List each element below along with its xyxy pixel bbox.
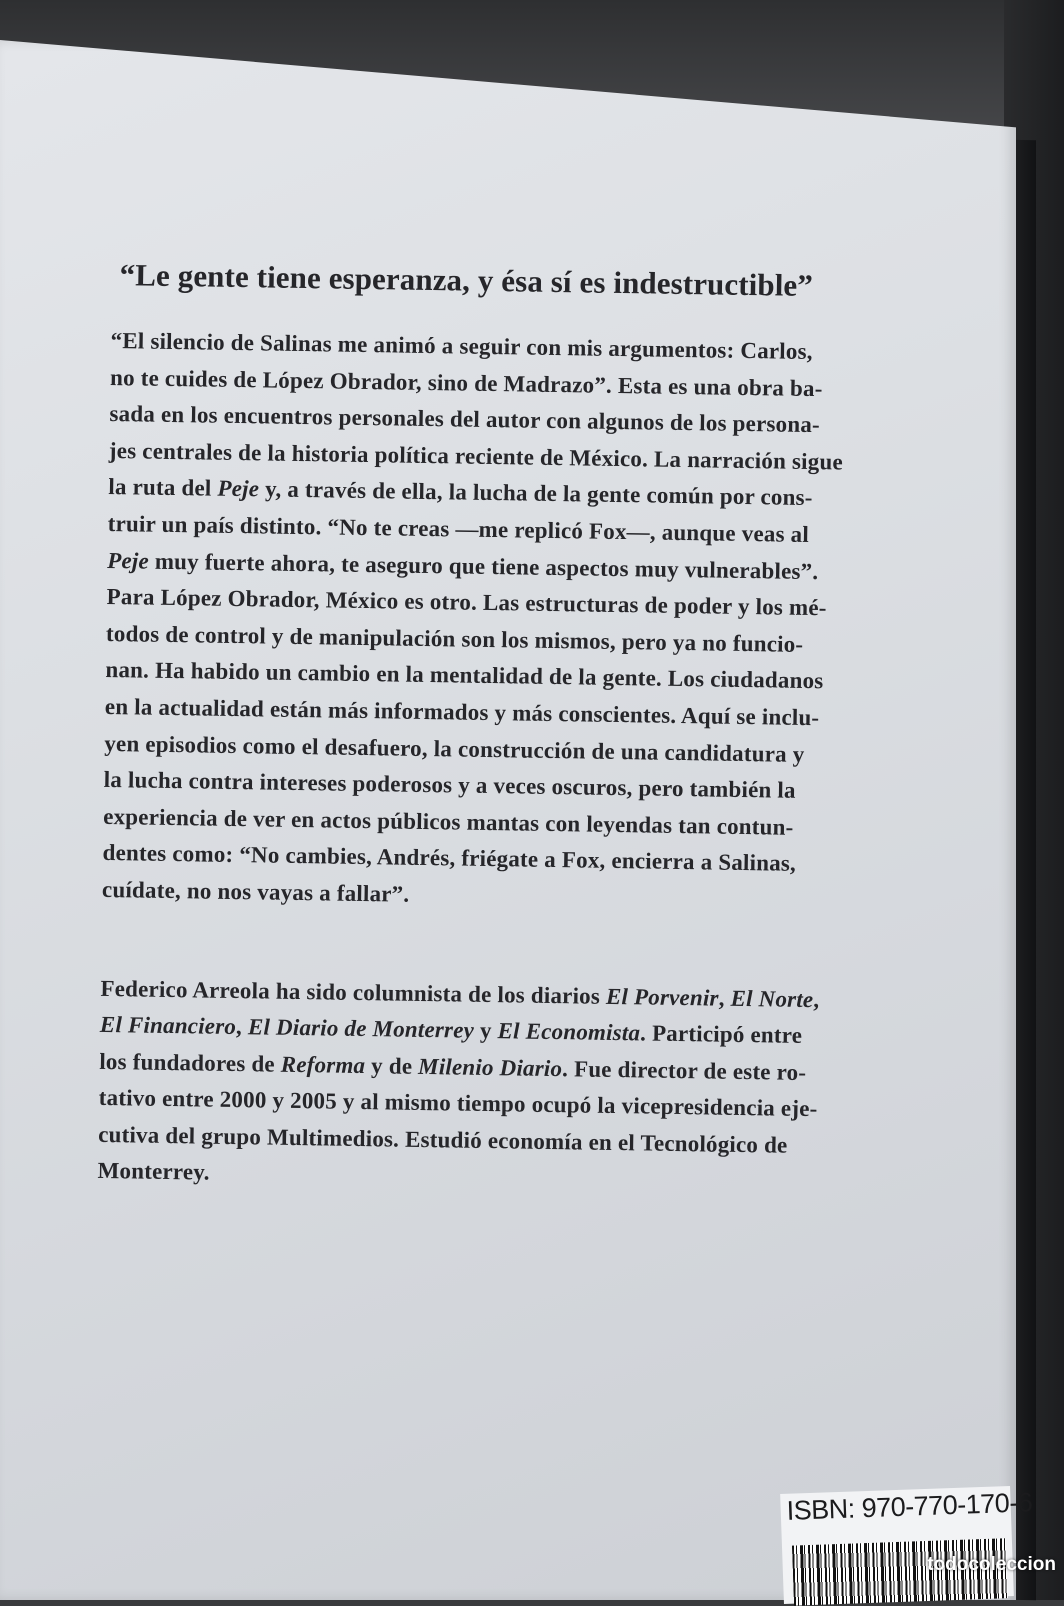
blurb-line: nan. Ha habido un cambio en la mentalidad de la gente. Los ciudadanos: [105, 657, 824, 694]
blurb-line: Peje muy fuerte ahora, te aseguro que tiene aspectos muy vulnerables”.: [107, 547, 819, 584]
italic-title: El Financiero: [99, 1012, 237, 1040]
italic-title: Peje: [107, 547, 150, 574]
isbn-label: ISBN: 970-770-170-6: [786, 1487, 1033, 1526]
author-bio-paragraph: [97, 970, 960, 1203]
italic-title: El Norte: [730, 985, 814, 1012]
bio-line: El Financiero, El Diario de Monterrey y El Economista. Participó entre: [99, 1012, 803, 1049]
isbn-barcode-block: [780, 1486, 1033, 1604]
blurb-line: la lucha contra intereses poderosos y a veces oscuros, pero también la: [103, 767, 796, 803]
blurb-line: experiencia de ver en actos públicos mantas con leyendas tan contun-: [102, 803, 794, 840]
blurb-line: la ruta del Peje y, a través de ella, la lucha de la gente común por cons-: [108, 474, 813, 511]
italic-title: El Diario de Monterrey: [247, 1014, 475, 1043]
blurb-line: sada en los encuentros personales del autor con algunos de los persona-: [109, 401, 821, 438]
italic-title: Reforma: [280, 1051, 366, 1078]
blurb-line: todos de control y de manipulación son los mismos, pero ya no funcio-: [105, 620, 804, 657]
italic-title: Peje: [217, 476, 260, 502]
italic-title: El Porvenir: [605, 983, 719, 1011]
blurb-line: truir un país distinto. “No te creas —me replicó Fox—, aunque veas al: [107, 510, 810, 547]
blurb-line: yen episodios como el desafuero, la construcción de una candidatura y: [104, 730, 805, 767]
bio-line: Monterrey.: [97, 1158, 210, 1186]
cover-headline: “Le gente tiene esperanza, y ésa sí es indestructible”: [119, 257, 814, 304]
blurb-line: Para López Obrador, México es otro. Las estructuras de poder y los mé-: [106, 584, 827, 621]
blurb-line: en la actualidad están más informados y más conscientes. Aquí se inclu-: [104, 693, 820, 731]
blurb-paragraph: [102, 323, 971, 922]
cover-text: [97, 255, 972, 1203]
blurb-line: cuídate, no nos vayas a fallar”.: [101, 876, 410, 907]
bio-line: tativo entre 2000 y 2005 y al mismo tiempo ocupó la vicepresidencia eje-: [98, 1085, 818, 1122]
italic-title: El Economista: [497, 1018, 641, 1046]
watermark-logo: todocoleccion: [927, 1554, 1056, 1575]
italic-title: Milenio Diario: [417, 1053, 563, 1081]
blurb-line: “El silencio de Salinas me animó a seguir con mis argumentos: Carlos,: [110, 327, 813, 365]
bio-line: los fundadores de Reforma y de Milenio Diario. Fue director de este ro-: [99, 1048, 807, 1085]
blurb-line: jes centrales de la historia política reciente de México. La narración sigue: [108, 437, 844, 475]
bio-line: Federico Arreola ha sido columnista de los diarios El Porvenir, El Norte,: [100, 975, 820, 1012]
blurb-line: no te cuides de López Obrador, sino de Madrazo”. Esta es una obra ba-: [109, 364, 823, 401]
blurb-line: dentes como: “No cambies, Andrés, friégate a Fox, encierra a Salinas,: [102, 840, 797, 877]
bio-line: cutiva del grupo Multimedios. Estudió economía en el Tecnológico de: [97, 1121, 788, 1158]
